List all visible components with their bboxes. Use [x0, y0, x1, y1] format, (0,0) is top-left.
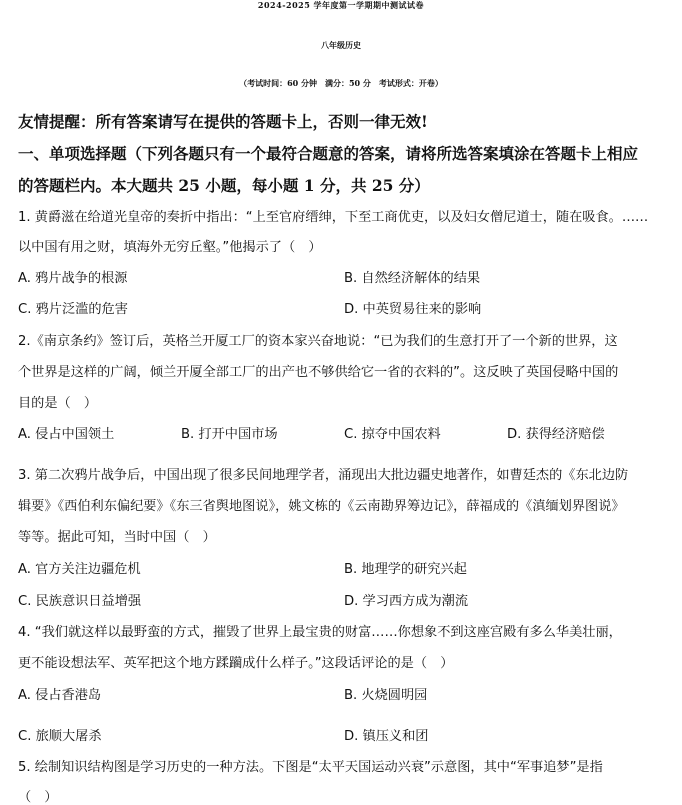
question-3-line-2: 辑要》《西伯利东偏纪要》《东三省舆地图说》，姚文栋的《云南勘界筹边记》，薛福成的《滇缅划界图说》	[18, 499, 625, 514]
question-2-line-1: 2.《南京条约》签订后，英格兰开厦工厂的资本家兴奋地说：“已为我们的生意打开了一个新的世界，这	[18, 334, 618, 349]
question-5-line-1: 5. 绘制知识结构图是学习历史的一种方法。下图是“太平天国运动兴衰”示意图，其中“军事追梦”是指	[18, 760, 603, 775]
question-5-line-2: （ ）	[18, 790, 58, 805]
question-3-line-1: 3. 第二次鸦片战争后，中国出现了很多民间地理学者，涌现出大批边疆史地著作，如曹廷杰的《东北边防	[18, 468, 629, 483]
question-3-option-b: B. 地理学的研究兴起	[344, 562, 467, 577]
question-1-option-a: A. 鸦片战争的根源	[18, 271, 128, 286]
question-4-line-2: 更不能设想法军、英军把这个地方蹂躏成什么样子。”这段话评论的是（ ）	[18, 656, 454, 671]
question-4-option-a: A. 侵占香港岛	[18, 688, 102, 703]
question-1-option-d: D. 中英贸易往来的影响	[344, 302, 482, 317]
notice: 友情提醒：所有答案请写在提供的答题卡上，否则一律无效!	[18, 112, 428, 131]
question-4-option-b: B. 火烧圆明园	[344, 688, 428, 703]
question-2-option-d: D. 获得经济赔偿	[507, 427, 605, 442]
question-2-line-2: 个世界是这样的广阔，倾兰开厦全部工厂的出产也不够供给它一省的衣料的”。这反映了英国侵略中国的	[18, 365, 619, 380]
question-2-option-c: C. 掠夺中国农料	[344, 427, 441, 442]
question-2-option-b: B. 打开中国市场	[181, 427, 278, 442]
exam-title: 2024-2025 学年度第一学期期中测试试卷	[257, 0, 425, 10]
question-3-option-d: D. 学习西方成为潮流	[344, 594, 469, 609]
question-1-option-c: C. 鸦片泛滥的危害	[18, 302, 128, 317]
question-1-line-1: 1. 黄爵滋在给道光皇帝的奏折中指出：“上至官府缙绅，下至工商优吏，以及妇女僧尼道士，随在吸食。……	[18, 210, 649, 225]
exam-subtitle: 八年级历史	[321, 40, 361, 50]
question-3-option-a: A. 官方关注边疆危机	[18, 562, 141, 577]
question-2-line-3: 目的是（ ）	[18, 396, 98, 411]
question-3-option-c: C. 民族意识日益增强	[18, 594, 142, 609]
question-1-option-b: B. 自然经济解体的结果	[344, 271, 481, 286]
question-4-option-c: C. 旅顺大屠杀	[18, 729, 102, 744]
section-heading-line1: 一、单项选择题（下列各题只有一个最符合题意的答案，请将所选答案填涂在答题卡上相应	[18, 144, 639, 163]
exam-info: （考试时间：60 分钟 满分：50 分 考试形式：开卷）	[239, 78, 443, 88]
question-1-line-2: 以中国有用之财，填海外无穷丘壑。”他揭示了（ ）	[18, 240, 322, 255]
question-4-option-d: D. 镇压义和团	[344, 729, 429, 744]
question-2-option-a: A. 侵占中国领土	[18, 427, 115, 442]
question-3-line-3: 等等。据此可知，当时中国（ ）	[18, 530, 216, 545]
question-4-line-1: 4. “我们就这样以最野蛮的方式，摧毁了世界上最宝贵的财富……你想象不到这座宫殿有多么华美壮丽，	[18, 625, 622, 640]
section-heading-line2: 的答题栏内。本大题共 25 小题，每小题 1 分，共 25 分）	[18, 176, 430, 195]
